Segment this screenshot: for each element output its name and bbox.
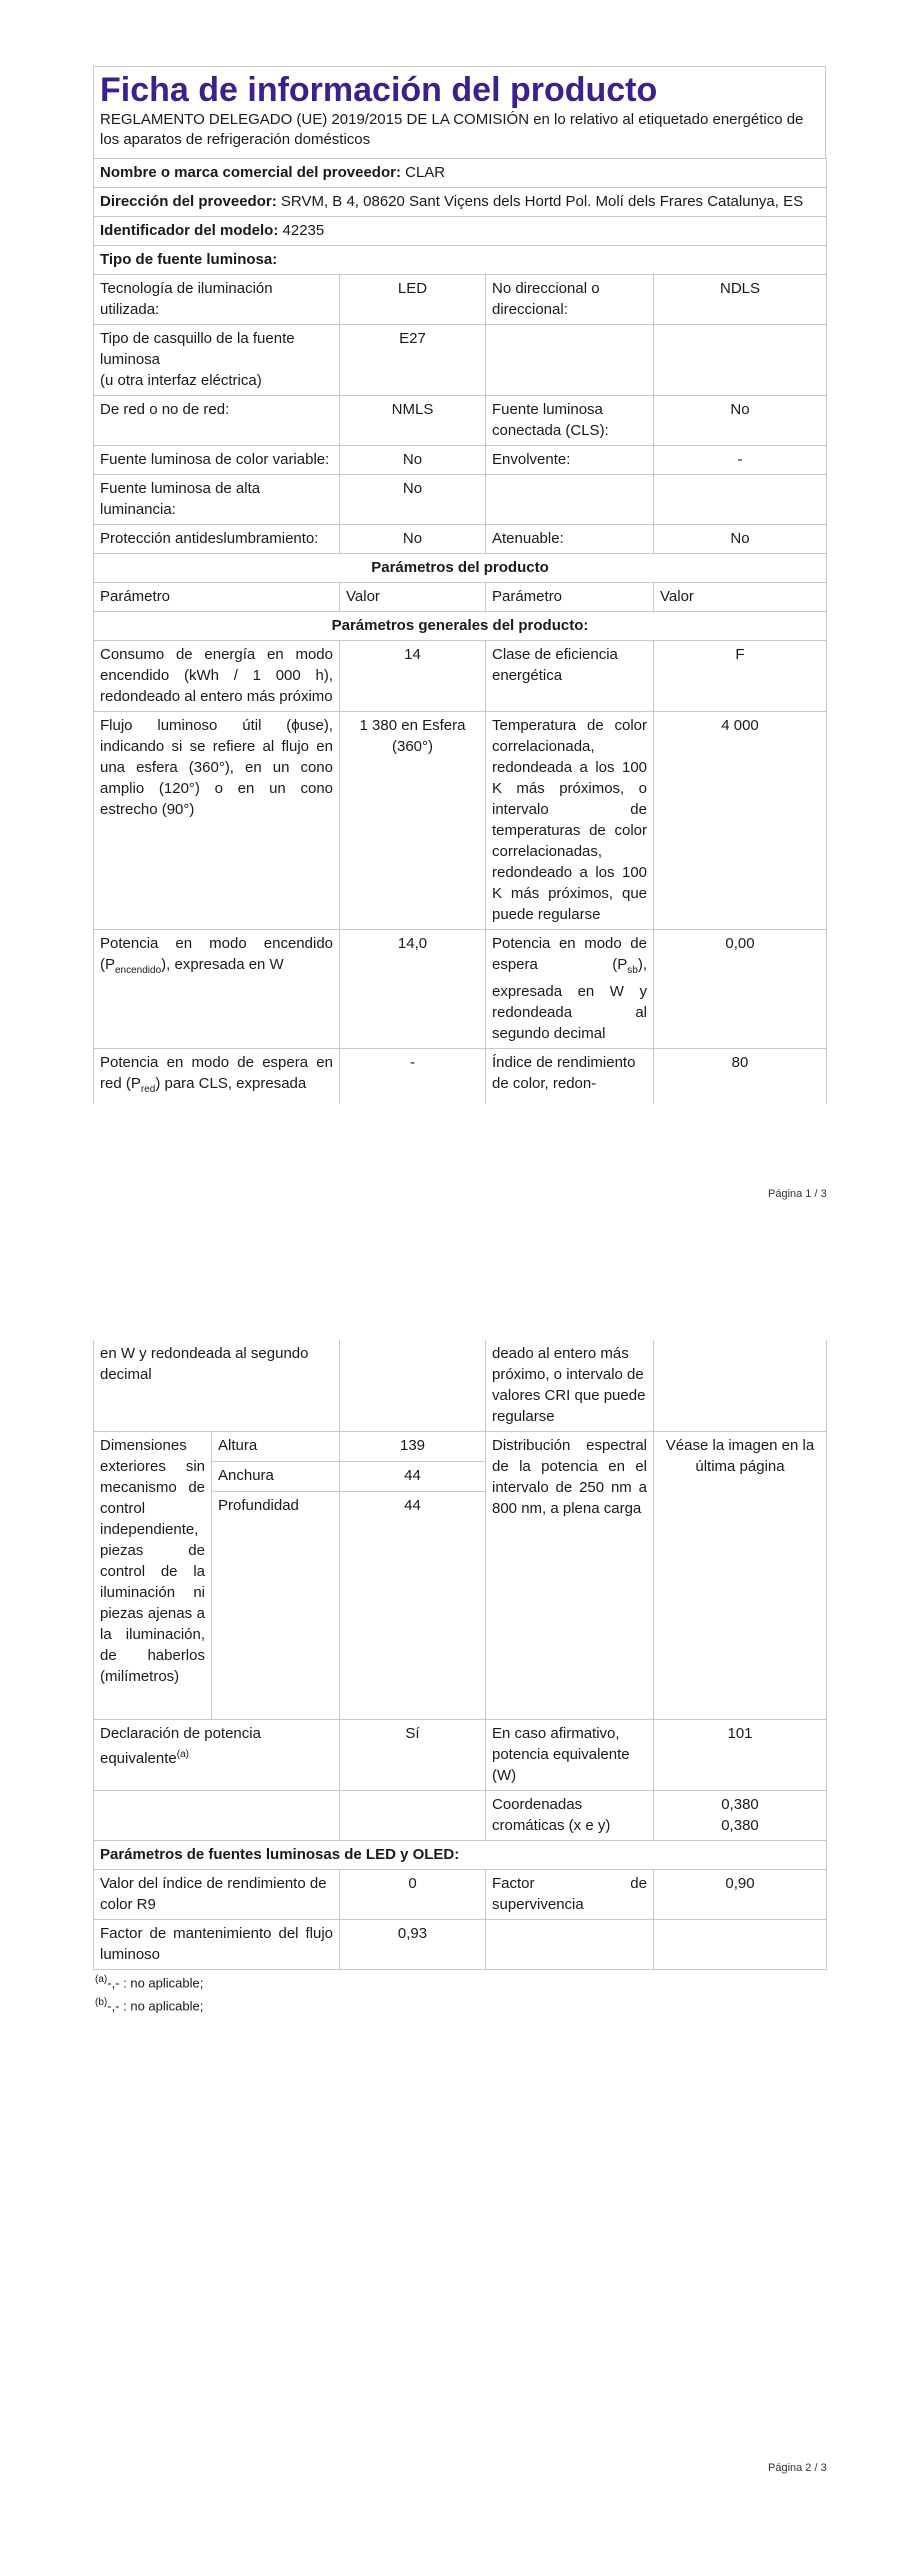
class-label: Clase de eficiencia energética (486, 641, 654, 712)
empty-cell (654, 1340, 827, 1432)
cls-value: No (654, 396, 827, 446)
cap-label: Tipo de casquillo de la fuente luminosa (100, 330, 295, 368)
psb-label (486, 930, 654, 1049)
cap-label-2: (u otra interfaz eléctrica) (100, 372, 262, 389)
pon-label-a: Potencia en modo encendido (P (100, 935, 333, 973)
brand-row (94, 159, 827, 188)
tech-label: Tecnología de iluminación utilizada: (94, 275, 340, 325)
general-params-header: Parámetros generales del producto: (94, 612, 827, 641)
page-number-1: Página 1 / 3 (768, 1188, 827, 1200)
pnet-label-cont: en W y redondeada al segundo decimal (94, 1340, 340, 1432)
height-value: 139 (340, 1432, 486, 1462)
spd-label: Distribución espectral de la potencia en el intervalo de 250 nm a 800 nm, a plena carga (486, 1432, 654, 1720)
empty-cell (654, 475, 827, 525)
product-params-header: Parámetros del producto (94, 554, 827, 583)
cls-label: Fuente luminosa conectada (CLS): (486, 396, 654, 446)
mains-value: NMLS (340, 396, 486, 446)
dim-value: No (654, 525, 827, 554)
spd-value: Véase la imagen en la última página (654, 1432, 827, 1720)
glare-label: Protección antideslumbramiento: (94, 525, 340, 554)
dir-label: No direccional o direccional: (486, 275, 654, 325)
empty-cell (94, 1791, 340, 1841)
empty-cell (486, 325, 654, 396)
pon-value: 14,0 (340, 930, 486, 1049)
hl-value: No (340, 475, 486, 525)
mains-label: De red o no de red: (94, 396, 340, 446)
cct-label: Temperatura de color correlacionada, redondeada a los 100 K más próximos, o intervalo de temperaturas de color correlacionadas, redondeado a los 100 K más próximos, que puede regularse (486, 712, 654, 930)
model-label: Identificador del modelo: (100, 222, 279, 239)
pon-label (94, 930, 340, 1049)
tech-value: LED (340, 275, 486, 325)
brand-label: Nombre o marca comercial del proveedor: (100, 164, 401, 181)
psb-label-a: Potencia en modo de espera (P (492, 935, 647, 973)
surv-value: 0,90 (654, 1870, 827, 1920)
empty-cell (340, 1791, 486, 1841)
color-label: Fuente luminosa de color variable: (94, 446, 340, 475)
flux-label: Flujo luminoso útil (ϕuse), indicando si se refiere al flujo en una esfera (360°), en un cono amplio (120°) o en un cono estrecho (90°) (94, 712, 340, 930)
address-label: Dirección del proveedor: (100, 193, 277, 210)
led-params-header: Parámetros de fuentes luminosas de LED y OLED: (94, 1841, 827, 1870)
pnet-sub: red (140, 1084, 156, 1095)
col-param: Parámetro (94, 583, 340, 612)
energy-value: 14 (340, 641, 486, 712)
info-table (93, 158, 827, 1104)
empty-cell (486, 475, 654, 525)
empty-cell (654, 325, 827, 396)
dim-label: Atenuable: (486, 525, 654, 554)
r9-label: Valor del índice de rendimiento de color R9 (94, 1870, 340, 1920)
pon-sub: encendido (115, 965, 162, 976)
equiv-label-a: Declaración de potencia equivalente (100, 1725, 261, 1767)
cri-label: Índice de rendimiento de color, redon- (486, 1049, 654, 1105)
dir-value: NDLS (654, 275, 827, 325)
model-row (94, 217, 827, 246)
equiv-power-label: En caso afirmativo, potencia equivalente (W) (486, 1720, 654, 1791)
brand-value: CLAR (405, 164, 446, 181)
envelope-value: - (654, 446, 827, 475)
color-value: No (340, 446, 486, 475)
pnet-label-b: ) para CLS, expresada (155, 1075, 307, 1092)
depth-label: Profundidad (212, 1492, 340, 1720)
col-param: Parámetro (486, 583, 654, 612)
equiv-label (94, 1720, 340, 1791)
psb-sub: sb (627, 965, 638, 976)
empty-cell (654, 1920, 827, 1970)
surv-label: Factor de supervivencia (486, 1870, 654, 1920)
footnote-b-text: -,- : no aplicable; (107, 1998, 204, 2014)
cap-label-cell (94, 325, 340, 396)
energy-label: Consumo de energía en modo encendido (kWh / 1 000 h), redondeado al entero más próximo (94, 641, 340, 712)
address-row (94, 188, 827, 217)
pnet-label-a: Potencia en modo de espera en red (P (100, 1054, 333, 1092)
cri-label-cont: deado al entero más próximo, o intervalo de valores CRI que puede regularse (486, 1340, 654, 1432)
maint-value: 0,93 (340, 1920, 486, 1970)
empty-cell (340, 1340, 486, 1432)
col-value: Valor (654, 583, 827, 612)
cap-value: E27 (340, 325, 486, 396)
info-table-continued (93, 1340, 827, 1970)
chroma-values (654, 1791, 827, 1841)
cri-value: 80 (654, 1049, 827, 1105)
footnote-b-mark: (b) (95, 1997, 108, 2009)
chroma-label: Coordenadas cromáticas (x e y) (486, 1791, 654, 1841)
empty-cell (486, 1920, 654, 1970)
pnet-label (94, 1049, 340, 1105)
footnote-a-text: -,- : no aplicable; (107, 1975, 204, 1991)
footnote-b (93, 1993, 826, 2016)
page-1 (93, 66, 826, 1104)
light-source-type: Tipo de fuente luminosa: (94, 246, 827, 275)
maint-label: Factor de mantenimiento del flujo luminoso (94, 1920, 340, 1970)
dims-label: Dimensiones exteriores sin mecanismo de control independiente, piezas de control de la iluminación ni piezas ajenas a la iluminación, de haberlos (milímetros) (94, 1432, 212, 1720)
page-2 (93, 1340, 826, 2017)
document-title: Ficha de información del producto (100, 71, 658, 109)
class-value: F (654, 641, 827, 712)
document-subtitle: REGLAMENTO DELEGADO (UE) 2019/2015 DE LA COMISIÓN en lo relativo al etiquetado energético de los aparatos de refrigeración domésticos (100, 111, 804, 148)
depth-value: 44 (340, 1492, 486, 1720)
address-value: SRVM, B 4, 08620 Sant Viçens dels Hortd Pol. Molí dels Frares Catalunya, ES (280, 193, 804, 210)
chroma-y: 0,380 (721, 1817, 759, 1834)
width-value: 44 (340, 1462, 486, 1492)
glare-value: No (340, 525, 486, 554)
flux-value: 1 380 en Esfera (360°) (340, 712, 486, 930)
equiv-power-value: 101 (654, 1720, 827, 1791)
pnet-value: - (340, 1049, 486, 1105)
col-value: Valor (340, 583, 486, 612)
pon-label-b: ), expresada en W (161, 956, 284, 973)
psb-label-b: ), expresada en W y redondeada al segundo decimal (492, 956, 647, 1042)
equiv-value: Sí (340, 1720, 486, 1791)
psb-value: 0,00 (654, 930, 827, 1049)
footnote-a (93, 1970, 826, 1993)
footnote-a-mark: (a) (95, 1974, 108, 1985)
cct-value: 4 000 (654, 712, 827, 930)
page-number-2: Página 2 / 3 (768, 2462, 827, 2474)
title-block (93, 66, 826, 158)
envelope-label: Envolvente: (486, 446, 654, 475)
equiv-sup: (a) (176, 1749, 189, 1760)
hl-label: Fuente luminosa de alta luminancia: (94, 475, 340, 525)
chroma-x: 0,380 (721, 1796, 759, 1813)
height-label: Altura (212, 1432, 340, 1462)
model-value: 42235 (282, 222, 325, 239)
width-label: Anchura (212, 1462, 340, 1492)
r9-value: 0 (340, 1870, 486, 1920)
